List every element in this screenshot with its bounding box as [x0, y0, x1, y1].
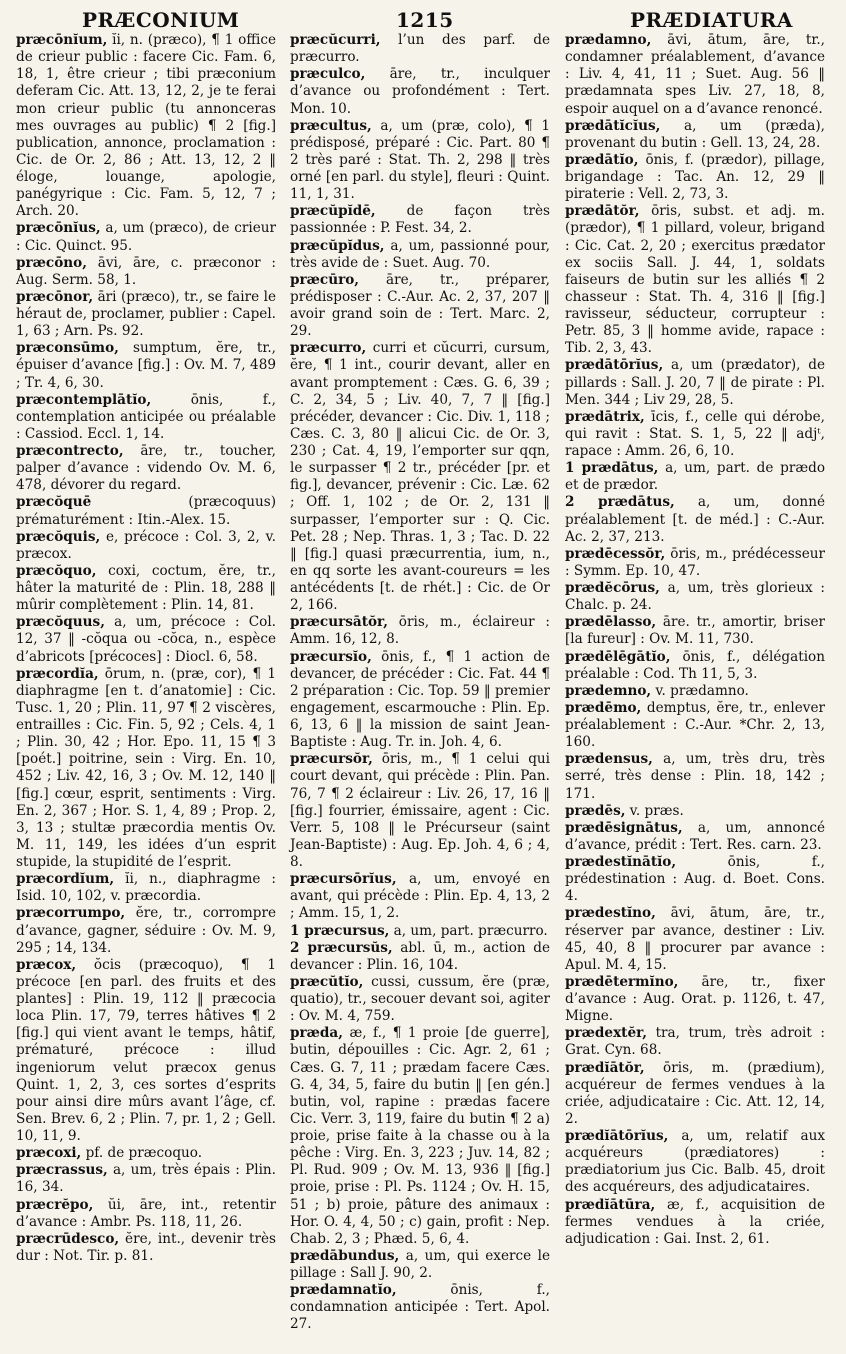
entry-definition: ōnis, f., prédestination : Aug. d. Boet. Cons. 4. — [565, 854, 825, 905]
entry-definition: āri (præco), tr., se faire le héraut de, proclamer, publier : Capel. 1, 63 ; Arn. Ps. 92. — [16, 288, 276, 340]
entry-headword: præcŭpĭdē, — [290, 203, 376, 220]
dictionary-entry — [16, 443, 276, 494]
dictionary-entry — [290, 974, 550, 1025]
dictionary-entry — [565, 1128, 825, 1197]
dictionary-entry — [565, 460, 825, 494]
entry-definition: āre, tr., fixer d’avance : Aug. Orat. p. 1126, t. 47, Migne. — [565, 973, 825, 1025]
entry-definition: ōris, subst. et adj. m. (prædor), ¶ 1 pillard, voleur, brigand : Cic. Cat. 2, 20 ; exercitus prædator ex sociis Sall. J. 44, 1, soldats faiseurs de butin sur les alliés ¶ 2 chasseur : Stat. Th. 4, 316 ‖ [fig.] ravisseur, séducteur, corrupteur : Petr. 85, 3 ‖ homme avide, rapace : Tib. 2, 3, 43. — [565, 203, 825, 357]
dictionary-entry — [16, 614, 276, 665]
dictionary-entry — [565, 820, 825, 854]
dictionary-entry — [16, 32, 276, 220]
dictionary-entry — [565, 580, 825, 614]
entry-headword: prædātĭcĭus, — [565, 117, 661, 134]
entry-headword: 2 prædātus, — [565, 494, 675, 511]
dictionary-entry — [565, 32, 825, 118]
dictionary-entry — [565, 203, 825, 357]
dictionary-entry — [290, 66, 550, 117]
entry-definition: ōnis, f., contemplation anticipée ou préalable : Cassiod. Eccl. 1, 14. — [16, 391, 276, 442]
entry-definition: ōris, m., éclaireur : Amm. 16, 12, 8. — [290, 614, 550, 648]
dictionary-entry — [290, 649, 550, 752]
entry-headword: præcultus, — [290, 117, 372, 134]
entry-headword: prædestĭno, — [565, 905, 656, 922]
entry-definition: āre. tr., amortir, briser [la fureur] : Ov. M. 11, 730. — [565, 614, 825, 648]
column-2 — [290, 32, 550, 1334]
dictionary-entry — [565, 974, 825, 1025]
entry-headword: præcōnĭus, — [16, 220, 101, 237]
dictionary-entry — [565, 649, 825, 683]
entry-headword: prædābundus, — [290, 1247, 400, 1264]
entry-headword: præcōnor, — [16, 288, 94, 305]
entry-headword: præcōnĭum, — [16, 32, 108, 48]
entry-definition: e, précoce : Col. 3, 2, v. præcox. — [16, 528, 276, 562]
entry-definition: a, um, donné préalablement [t. de méd.] : C.-Aur. Ac. 2, 37, 213. — [565, 494, 825, 545]
entry-headword: præcūro, — [290, 271, 360, 288]
entry-headword: prædēmo, — [565, 699, 642, 716]
entry-headword: prædātŏr, — [565, 203, 640, 220]
entry-headword: 1 prædātus, — [565, 460, 659, 477]
dictionary-entry — [565, 700, 825, 751]
entry-headword: prædemno, — [565, 682, 652, 699]
entry-headword: præcontrecto, — [16, 443, 124, 459]
entry-headword: prædĭātōrĭus, — [565, 1128, 669, 1144]
dictionary-entry — [565, 409, 825, 460]
dictionary-entry — [16, 1197, 276, 1231]
dictionary-entry — [565, 905, 825, 974]
entry-headword: præcŏquus, — [16, 614, 105, 631]
entry-headword: præcrassus, — [16, 1162, 108, 1179]
entry-definition: īcis, f., celle qui dérobe, qui ravit : Stat. S. 1, 5, 22 ‖ adjᵗ, rapace : Amm. 26, 6, 10. — [565, 408, 825, 459]
entry-headword: prædĭātūra, — [565, 1196, 656, 1213]
entry-headword: præcŏquis, — [16, 528, 101, 545]
entry-headword: prædextĕr, — [565, 1025, 648, 1042]
dictionary-entry — [290, 940, 550, 974]
dictionary-entry — [16, 220, 276, 254]
dictionary-entry — [16, 529, 276, 563]
entry-definition: a, um, très glorieux : Chalc. p. 24. — [565, 580, 825, 614]
dictionary-entry — [565, 683, 825, 700]
entry-headword: præcrūdesco, — [16, 1230, 120, 1247]
entry-definition: āvi, ātum, āre, tr., réserver par avance, destiner : Liv. 45, 40, 8 ‖ procurer par avance : Apul. M. 4, 15. — [565, 905, 825, 973]
entry-definition: ōnis, f. (prædor), pillage, brigandage : Tac. An. 12, 29 ‖ piraterie : Vell. 2, 73, 3. — [565, 151, 825, 203]
entry-definition: ĕre, int., devenir très dur : Not. Tir. p. 81. — [16, 1230, 276, 1264]
dictionary-entry — [16, 289, 276, 340]
entry-definition: æ, f., ¶ 1 proie [de guerre], butin, dépouilles : Cic. Agr. 2, 61 ; Cæs. G. 7, 11 ; prædam facere Cæs. G. 4, 34, 5, faire du butin ‖ [en gén.] butin, vol, rapine : prædas facere Cic. Verr. 3, 119, faire du butin ¶ 2 a) proie, prise faite à la chasse ou à la pêche : Virg. En. 3, 223 ; Juv. 14, 82 ; Pl. Rud. 909 ; Ov. M. 13, 936 ‖ [fig.] proie, prise : Pl. Ps. 1124 ; Ov. H. 15, 51 ; b) proie, pâture des animaux : Hor. O. 4, 4, 50 ; c) gain, profit : Nep. Chab. 2, 3 ; Phæd. 5, 6, 4. — [290, 1025, 550, 1247]
entry-definition: abl. ū, m., action de devancer : Plin. 16, 104. — [290, 939, 551, 973]
entry-headword: præcŭpĭdus, — [290, 237, 385, 254]
entry-headword: prædensus, — [565, 751, 653, 768]
entry-definition: ōnis, f., condamnation anticipée : Tert. Apol. 27. — [290, 1282, 550, 1333]
dictionary-entry — [16, 1145, 276, 1162]
entry-definition: a, um (præda), provenant du butin : Gell. 13, 24, 28. — [565, 117, 825, 151]
entry-definition: a, um, relatif aux acquéreurs (prædiatores) : prædiatorium jus Cic. Balb. 45, droit des acquéreurs, des adjudicataires. — [565, 1128, 825, 1196]
entry-definition: ŏcis (præcoquo), ¶ 1 précoce [en parl. des fruits et des plantes] : Plin. 19, 112 ‖ præcocia loca Plin. 17, 79, terres hâtives ¶ 2 [fig.] qui vient avant le temps, hâtif, prématuré, précoce : illud ingeniorum velut præcox genus Quint. 1, 2, 3, ces sortes d’esprits pour ainsi dire mûrs avant l’âge, cf. Sen. Brev. 6, 2 ; Plin. 7, pr. 1, 2 ; Gell. 10, 11, 9. — [16, 956, 276, 1144]
entry-headword: 1 præcursus, — [290, 922, 390, 939]
entry-definition: de façon très passionnée : P. Fest. 34, 2. — [290, 203, 550, 237]
entry-headword: præcoxi, — [16, 1145, 82, 1162]
entry-definition: a, um, qui exerce le pillage : Sall J. 90, 2. — [290, 1247, 550, 1281]
dictionary-entry — [16, 905, 276, 956]
entry-headword: prædēs, — [565, 802, 626, 819]
entry-definition: āre, tr., préparer, prédisposer : C.-Aur. Ac. 2, 37, 207 ‖ avoir grand soin de : Tert. Marc. 2, 29. — [290, 271, 550, 340]
entry-definition: ĭi, n. (præco), ¶ 1 office de crieur public : facere Cic. Fam. 6, 18, 1, être crieur ; tibi præconium deferam Cic. Att. 13, 12, 2, je te ferai mon crieur public (tu annonceras mes ouvrages au public) ¶ 2 [fig.] publication, annonce, proclamation : Cic. de Or. 2, 86 ; Att. 13, 12, 2 ‖ éloge, louange, apologie, panégyrique : Cic. Fam. 5, 12, 7 ; Arch. 20. — [16, 32, 276, 220]
entry-headword: prædēlēgātĭo, — [565, 648, 671, 665]
entry-headword: præconsūmo, — [16, 340, 119, 357]
dictionary-entry — [565, 803, 825, 820]
entry-definition: a, um (præco), de crieur : Cic. Quinct. 95. — [16, 220, 276, 254]
entry-definition: a, um, part. præcurro. — [389, 922, 548, 939]
entry-definition: āvi, ātum, āre, tr., condamner préalablement, d’avance : Liv. 4, 41, 11 ; Suet. Aug. 56 ‖ prædamnata spes Liv. 27, 18, 8, espoir auquel on a d’avance renoncé. — [565, 32, 825, 117]
dictionary-entry — [565, 546, 825, 580]
entry-definition: āre, tr., toucher, palper d’avance : videndo Ov. M. 6, 478, dévorer du regard. — [16, 443, 276, 494]
entry-definition: (præcoquus) prématurément : Itin.-Alex. 15. — [16, 494, 276, 528]
entry-headword: præcurro, — [290, 340, 367, 357]
dictionary-entry — [16, 255, 276, 289]
dictionary-entry — [290, 1282, 550, 1333]
dictionary-entry — [565, 614, 825, 648]
dictionary-entry — [565, 494, 825, 545]
entry-headword: præda, — [290, 1025, 343, 1042]
entry-headword: prædestĭnātĭo, — [565, 854, 677, 870]
entry-headword: prædēcessŏr, — [565, 545, 666, 562]
entry-headword: prædētermĭno, — [565, 973, 679, 990]
entry-headword: prædĕcōrus, — [565, 580, 660, 596]
column-3 — [565, 32, 825, 1248]
dictionary-entry — [565, 751, 825, 802]
entry-definition: a, um, annoncé d’avance, prédit : Tert. Res. carn. 23. — [565, 819, 825, 853]
dictionary-entry — [16, 957, 276, 1145]
entry-headword: præcŭtĭo, — [290, 973, 364, 990]
entry-headword: præcŭcurri, — [290, 32, 381, 48]
dictionary-entry — [565, 152, 825, 203]
entry-definition: ōris, m., ¶ 1 celui qui court devant, qui précède : Plin. Pan. 76, 7 ¶ 2 éclaireur : Liv. 26, 17, 16 ‖ [fig.] fourrier, émissaire, agent : Cic. Verr. 5, 108 ‖ le Précurseur (saint Jean-Baptiste) : Aug. Ep. Joh. 4, 6 ; 4, 8. — [290, 751, 550, 870]
dictionary-entry — [290, 340, 550, 614]
entry-definition: ŭi, āre, int., retentir d’avance : Ambr. Ps. 118, 11, 26. — [16, 1196, 276, 1230]
dictionary-entry — [290, 118, 550, 204]
entry-headword: præcursŏr, — [290, 751, 373, 768]
page-number: 1215 — [396, 8, 454, 32]
dictionary-entry — [290, 238, 550, 272]
entry-definition: a, um, très dru, très serré, très dense : Plin. 18, 142 ; 171. — [565, 751, 825, 802]
entry-definition: ōnis, f., ¶ 1 action de devancer, de précéder : Cic. Fat. 44 ¶ 2 préparation : Cic. Top. 59 ‖ premier engagement, escarmouche : Plin. Ep. 6, 13, 6 ‖ la mission de saint Jean-Baptiste : Aug. Tr. in. Joh. 4, 6. — [290, 648, 550, 751]
entry-definition: curri et cŭcurri, cursum, ĕre, ¶ 1 int., courir devant, aller en avant promptement : Cæs. G. 6, 39 ; C. 2, 34, 5 ; Liv. 40, 7, 7 ‖ [fig.] précéder, devancer : Cic. Div. 1, 118 ; Cæs. C. 3, 80 ‖ alicui Cic. de Or. 3, 230 ; Cat. 4, 19, l’emporter sur qqn, le surpasser ¶ 2 tr., précéder [pr. et fig.], devancer, prévenir : Cic. Læ. 62 ; Off. 1, 102 ; de Or. 2, 131 ‖ surpasser, l’emporter sur : Q. Cic. Pet. 28 ; Nep. Thras. 1, 3 ; Tac. D. 22 ‖ [fig.] quasi præcurrentia, ium, n., en qq sorte les avant-coureurs = les antécédents [t. de rhét.] : Cic. de Or 2, 166. — [290, 340, 550, 614]
entry-definition: l’un des parf. de præcurro. — [290, 32, 550, 66]
entry-headword: præcursātŏr, — [290, 614, 388, 631]
entry-definition: coxi, coctum, ĕre, tr., hâter la maturité de : Plin. 18, 288 ‖ mûrir complètement : Plin. 14, 81. — [16, 562, 276, 614]
entry-definition: v. præs. — [625, 802, 684, 819]
dictionary-entry — [290, 923, 550, 940]
entry-headword: præcontemplātĭo, — [16, 391, 152, 408]
dictionary-entry — [16, 871, 276, 905]
dictionary-entry — [16, 666, 276, 872]
entry-headword: præcŏquo, — [16, 562, 97, 579]
dictionary-entry — [290, 751, 550, 871]
entry-headword: prædātrix, — [565, 408, 645, 425]
entry-definition: demptus, ĕre, tr., enlever préalablement : C.-Aur. *Chr. 2, 13, 160. — [565, 699, 825, 751]
entry-definition: ĕre, tr., corrompre d’avance, gagner, séduire : Ov. M. 9, 295 ; 14, 134. — [16, 905, 276, 956]
dictionary-entry — [16, 1162, 276, 1196]
dictionary-entry — [290, 871, 550, 922]
entry-definition: tra, trum, très adroit : Grat. Cyn. 68. — [565, 1025, 825, 1059]
entry-headword: prædātĭo, — [565, 151, 639, 168]
dictionary-entry — [565, 1060, 825, 1129]
entry-definition: a, um, très épais : Plin. 16, 34. — [16, 1162, 276, 1196]
dictionary-entry — [290, 614, 550, 648]
entry-definition: ōrum, n. (præ, cor), ¶ 1 diaphragme [en t. d’anatomie] : Cic. Tusc. 1, 20 ; Plin. 11, 97 ¶ 2 viscères, entrailles : Cic. Fin. 5, 92 ; Cels. 4, 1 ; Plin. 30, 42 ; Hor. Epo. 11, 15 ¶ 3 [poét.] poitrine, sein : Virg. En. 10, 452 ; Liv. 42, 16, 3 ; Ov. M. 12, 140 ‖ [fig.] cœur, esprit, sentiments : Virg. En. 2, 367 ; Hor. S. 1, 4, 89 ; Prop. 2, 3, 13 ; stultæ præcordia mentis Ov. M. 11, 149, les idées d’un esprit stupide, la stupidité de l’esprit. — [16, 665, 276, 870]
dictionary-entry — [565, 357, 825, 408]
dictionary-entry — [565, 854, 825, 905]
dictionary-entry — [290, 272, 550, 341]
dictionary-entry — [565, 118, 825, 152]
entry-headword: præcōno, — [16, 254, 87, 271]
entry-headword: prædēlasso, — [565, 614, 657, 631]
dictionary-entry — [16, 494, 276, 528]
dictionary-entry — [16, 563, 276, 614]
entry-headword: præculco, — [290, 66, 366, 83]
entry-headword: prædĭātŏr, — [565, 1059, 645, 1076]
entry-headword: prædātōrĭus, — [565, 357, 664, 374]
dictionary-entry — [565, 1197, 825, 1248]
entry-headword: prædamnatĭo, — [290, 1282, 397, 1299]
entry-definition: ōnis, f., délégation préalable : Cod. Th 11, 5, 3. — [565, 648, 825, 682]
entry-definition: a, um, précoce : Col. 12, 37 ‖ -cŏqua ou -cŏca, n., espèce d’abricots [précoces] : Diocl. 6, 58. — [16, 614, 276, 665]
entry-definition: ĭi, n., diaphragme : Isid. 10, 102, v. præcordia. — [16, 871, 276, 905]
entry-definition: a, um (præ, colo), ¶ 1 prédisposé, préparé : Cic. Part. 80 ¶ 2 très paré : Stat. Th. 2, 298 ‖ très orné [en parl. du style], fleuri : Quint. 11, 1, 31. — [290, 117, 550, 203]
entry-definition: ōris, m., prédécesseur : Symm. Ep. 10, 47. — [565, 545, 825, 579]
dictionary-entry — [16, 1231, 276, 1265]
dictionary-entry — [290, 203, 550, 237]
entry-headword: præcursĭo, — [290, 648, 372, 665]
entry-headword: præcordĭa, — [16, 665, 99, 682]
entry-definition: sumptum, ĕre, tr., épuiser d’avance [fig.] : Ov. M. 7, 489 ; Tr. 4, 6, 30. — [16, 340, 276, 391]
entry-definition: pf. de præcoquo. — [81, 1145, 203, 1162]
entry-definition: cussi, cussum, ĕre (præ, quatio), tr., secouer devant soi, agiter : Ov. M. 4, 759. — [290, 973, 550, 1025]
entry-definition: a, um, part. de prædo et de prædor. — [565, 460, 825, 494]
column-1 — [16, 32, 276, 1265]
entry-definition: āvi, āre, c. præconor : Aug. Serm. 58, 1. — [16, 254, 276, 288]
dictionary-entry — [16, 340, 276, 391]
entry-headword: prædēsignātus, — [565, 819, 683, 836]
entry-definition: æ, f., acquisition de fermes vendues à la criée, adjudication : Gai. Inst. 2, 61. — [565, 1196, 825, 1247]
entry-headword: præcrĕpo, — [16, 1196, 94, 1213]
header-left-guideword: PRÆCONIUM — [82, 8, 240, 32]
entry-headword: præcursōrĭus, — [290, 871, 397, 888]
entry-headword: prædamno, — [565, 32, 652, 48]
dictionary-entry — [290, 32, 550, 66]
entry-definition: a, um (prædator), de pillards : Sall. J. 20, 7 ‖ de pirate : Pl. Men. 344 ; Liv 29, 28, 5. — [565, 357, 825, 408]
dictionary-entry — [290, 1025, 550, 1248]
entry-definition: āre, tr., inculquer d’avance ou profondément : Tert. Mon. 10. — [290, 66, 550, 117]
entry-definition: a, um, passionné pour, très avide de : Suet. Aug. 70. — [290, 237, 550, 271]
entry-definition: ōris, m. (prædium), acquéreur de fermes vendues à la criée, adjudicataire : Cic. Att. 12, 14, 2. — [565, 1059, 825, 1127]
entry-headword: præcorrumpo, — [16, 905, 126, 922]
entry-definition: a, um, envoyé en avant, qui précède : Plin. Ep. 4, 13, 2 ; Amm. 15, 1, 2. — [290, 871, 550, 922]
dictionary-entry — [565, 1025, 825, 1059]
header-right-guideword: PRÆDIATURA — [630, 8, 793, 32]
dictionary-entry — [290, 1248, 550, 1282]
entry-headword: præcŏquē — [16, 494, 92, 511]
dictionary-entry — [16, 392, 276, 443]
entry-definition: v. prædamno. — [651, 682, 749, 699]
entry-headword: 2 præcursŭs, — [290, 939, 393, 956]
entry-headword: præcordĭum, — [16, 871, 115, 888]
entry-headword: præcox, — [16, 956, 77, 973]
